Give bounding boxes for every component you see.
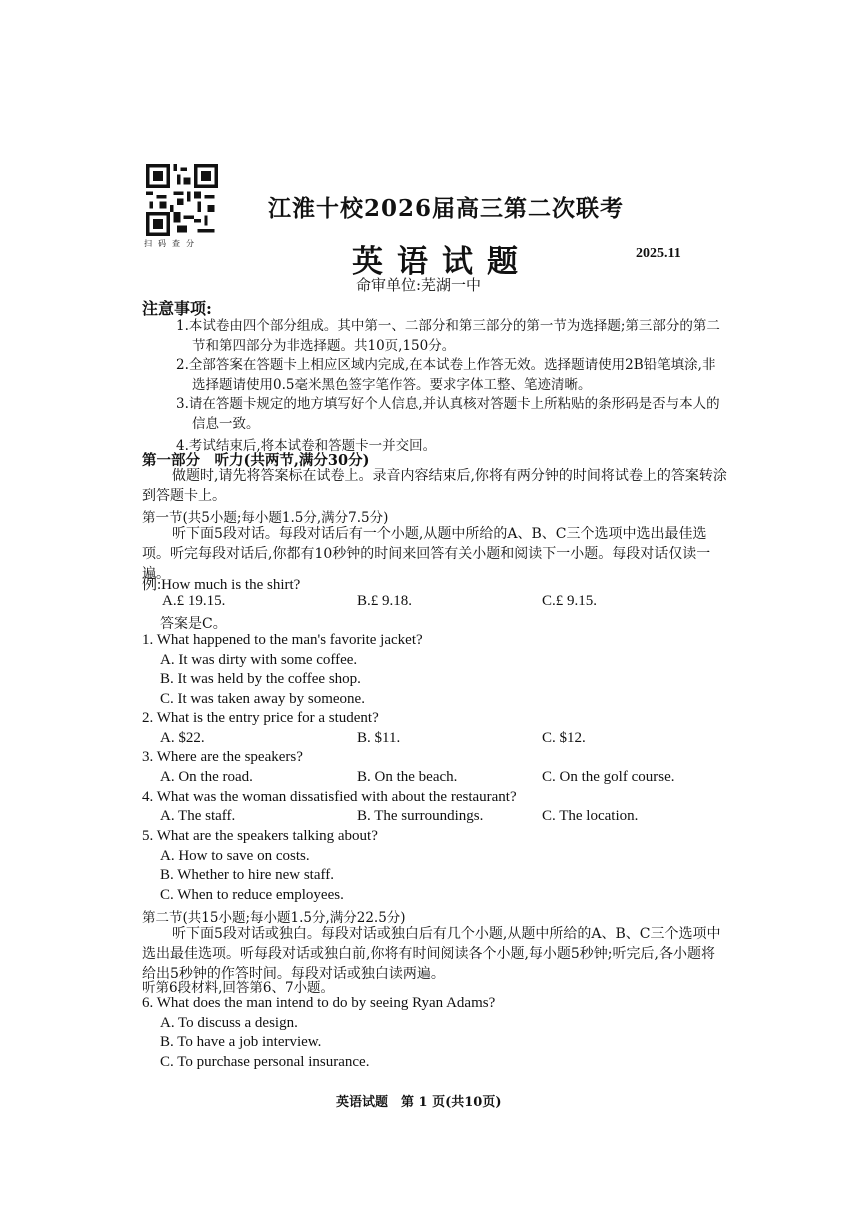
question-3-option-a: A. On the road. [160, 769, 253, 785]
notice-list [176, 317, 722, 456]
question-3: 3. Where are the speakers? [142, 749, 303, 765]
example-option-c: C.£ 9.15. [542, 593, 598, 609]
question-4-option-b: B. The surroundings. [357, 808, 484, 824]
question-1-option-a: A. It was dirty with some coffee. [160, 652, 358, 668]
notice-item: 1.本试卷由四个部分组成。其中第一、二部分和第三部分的第一节为选择题;第三部分的第二节和第四部分为非选择题。共10页,150分。 [176, 318, 720, 354]
question-2-option-b: B. $11. [357, 730, 401, 746]
example-question: 例:How much is the shirt? [142, 577, 301, 593]
example-answer: 答案是C。 [160, 616, 227, 632]
example-option-a: A.£ 19.15. [162, 593, 226, 609]
question-3-option-c: C. On the golf course. [542, 769, 675, 785]
part-intro: 做题时,请先将答案标在试卷上。录音内容结束后,你将有两分钟的时间将试卷上的答案转涂到答题卡上。 [142, 468, 727, 504]
part-title: 第一部分 听力(共两节,满分30分) [142, 452, 370, 469]
qr-caption: 扫码查分 [144, 239, 200, 248]
question-4-option-a: A. The staff. [160, 808, 236, 824]
question-2-option-a: A. $22. [160, 730, 205, 746]
question-3-option-b: B. On the beach. [357, 769, 458, 785]
question-5-option-b: B. Whether to hire new staff. [160, 867, 334, 883]
question-4-option-c: C. The location. [542, 808, 639, 824]
subject-title: 英语试题 [352, 244, 532, 280]
section-1-head: 第一节(共5小题;每小题1.5分,满分7.5分) [142, 510, 389, 526]
question-2-option-c: C. $12. [542, 730, 586, 746]
notice-item: 3.请在答题卡规定的地方填写好个人信息,并认真核对答题卡上所粘贴的条形码是否与本人的信息一致。 [176, 396, 720, 432]
notice-item: 2.全部答案在答题卡上相应区域内完成,在本试卷上作答无效。选择题请使用2B铅笔填涂,非选择题请使用0.5毫米黑色签字笔作答。要求字体工整、笔迹清晰。 [176, 357, 716, 393]
exam-title: 江淮十校2026届高三第二次联考 [268, 195, 625, 222]
section-1-instructions: 听下面5段对话。每段对话后有一个小题,从题中所给的A、B、C三个选项中选出最佳选项。听完每段对话后,你都有10秒钟的时间来回答有关小题和阅读下一小题。每段对话仅读一遍。 [142, 526, 711, 582]
question-5-option-a: A. How to save on costs. [160, 848, 310, 864]
question-4: 4. What was the woman dissatisfied with about the restaurant? [142, 789, 517, 805]
qr-code-icon [146, 164, 218, 236]
question-5-option-c: C. When to reduce employees. [160, 887, 344, 903]
notice-title: 注意事项: [142, 299, 212, 318]
question-6-option-a: A. To discuss a design. [160, 1015, 298, 1031]
material-note: 听第6段材料,回答第6、7小题。 [142, 980, 335, 996]
section-2-head: 第二节(共15小题;每小题1.5分,满分22.5分) [142, 910, 406, 926]
question-1-option-b: B. It was held by the coffee shop. [160, 671, 361, 687]
exam-date: 2025.11 [636, 246, 681, 261]
question-6: 6. What does the man intend to do by seeing Ryan Adams? [142, 995, 496, 1011]
question-5: 5. What are the speakers talking about? [142, 828, 378, 844]
notice-item: 4.考试结束后,将本试卷和答题卡一并交回。 [176, 437, 437, 454]
setting-unit: 命审单位:芜湖一中 [356, 276, 482, 294]
question-6-option-c: C. To purchase personal insurance. [160, 1054, 370, 1070]
question-2: 2. What is the entry price for a student? [142, 710, 379, 726]
question-6-option-b: B. To have a job interview. [160, 1034, 322, 1050]
example-option-b: B.£ 9.18. [357, 593, 413, 609]
question-1: 1. What happened to the man's favorite jacket? [142, 632, 423, 648]
question-1-option-c: C. It was taken away by someone. [160, 691, 365, 707]
page-footer: 英语试题 第 1 页(共10页) [336, 1095, 502, 1110]
section-2-instructions: 听下面5段对话或独白。每段对话或独白后有几个小题,从题中所给的A、B、C三个选项中选出最佳选项。听每段对话或独白前,你将有时间阅读各个小题,每小题5秒钟;听完后,各小题将给出5秒钟的作答时间。每段对话或独白读两遍。 [142, 926, 721, 982]
